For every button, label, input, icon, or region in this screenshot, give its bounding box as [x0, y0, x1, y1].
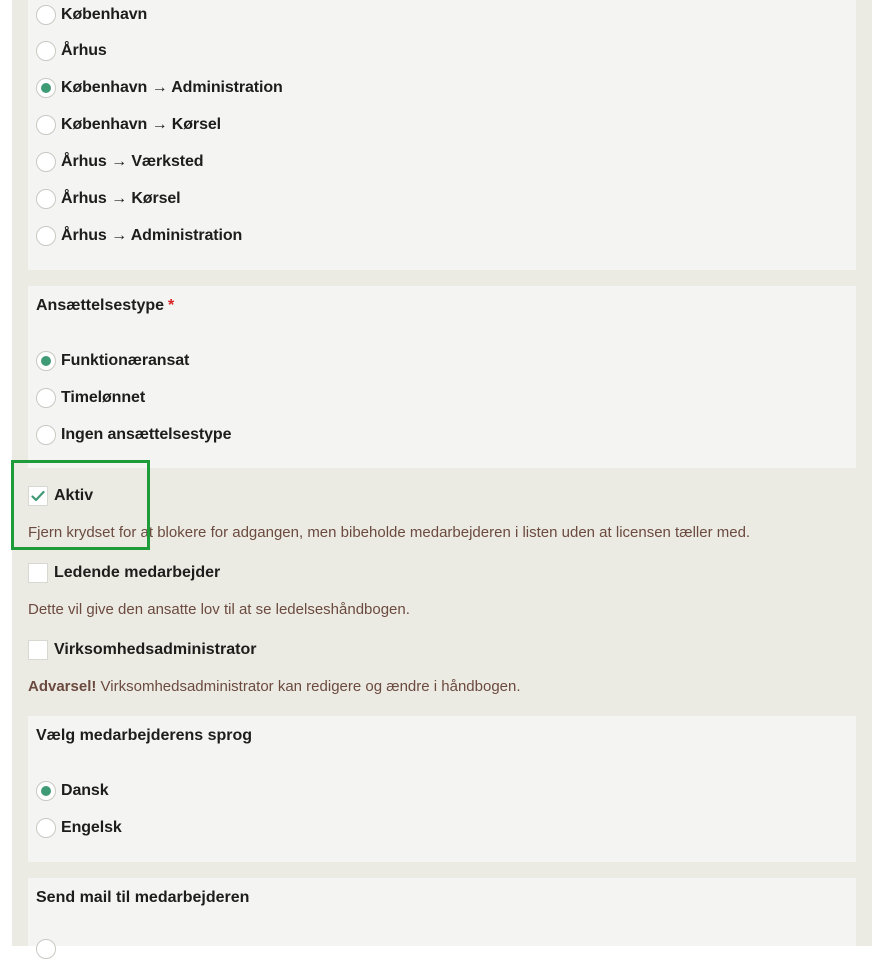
radio-button[interactable]	[36, 115, 56, 135]
admin-checkbox[interactable]	[28, 640, 48, 660]
leader-checkbox[interactable]	[28, 563, 48, 583]
radio-button[interactable]	[36, 425, 56, 445]
required-marker: *	[168, 297, 175, 314]
admin-checkbox-row[interactable]: Virksomhedsadministrator	[28, 639, 256, 661]
leader-help-text: Dette vil give den ansatte lov til at se ledelseshåndbogen.	[28, 601, 410, 618]
radio-send-mail-0[interactable]	[36, 937, 61, 961]
radio-button[interactable]	[36, 41, 56, 61]
radio-employment-0[interactable]: Funktionæransat	[36, 349, 189, 373]
radio-button[interactable]	[36, 152, 56, 172]
radio-location-2[interactable]: København → Administration	[36, 76, 283, 100]
radio-location-6[interactable]: Århus → Administration	[36, 224, 242, 248]
radio-selected-dot	[41, 356, 51, 366]
radio-location-1[interactable]: Århus	[36, 39, 107, 63]
warning-label: Advarsel!	[28, 678, 97, 695]
radio-button[interactable]	[36, 939, 56, 959]
language-title: Vælg medarbejderens sprog	[36, 727, 253, 744]
send-mail-title: Send mail til medarbejderen	[36, 889, 250, 906]
radio-button[interactable]	[36, 78, 56, 98]
radio-location-4[interactable]: Århus → Værksted	[36, 150, 203, 174]
leader-checkbox-row[interactable]: Ledende medarbejder	[28, 562, 220, 584]
radio-button[interactable]	[36, 351, 56, 371]
radio-employment-1[interactable]: Timelønnet	[36, 386, 145, 410]
radio-button[interactable]	[36, 189, 56, 209]
radio-language-1[interactable]: Engelsk	[36, 816, 122, 840]
warning-text: Virksomhedsadministrator kan redigere og ændre i håndbogen.	[96, 678, 521, 695]
checkmark-icon	[31, 490, 45, 502]
active-checkbox-row[interactable]: Aktiv	[28, 485, 93, 507]
radio-button[interactable]	[36, 5, 56, 25]
radio-employment-2[interactable]: Ingen ansættelsestype	[36, 423, 231, 447]
admin-warning-text	[28, 678, 521, 695]
radio-location-0[interactable]: København	[36, 3, 147, 27]
radio-location-5[interactable]: Århus → Kørsel	[36, 187, 181, 211]
radio-location-3[interactable]: København → Kørsel	[36, 113, 221, 137]
radio-button[interactable]	[36, 226, 56, 246]
active-help-text: Fjern krydset for at blokere for adgangen, men bibeholde medarbejderen i listen uden at licensen tæller med.	[28, 524, 751, 541]
radio-button[interactable]	[36, 781, 56, 801]
radio-button[interactable]	[36, 818, 56, 838]
radio-selected-dot	[41, 83, 51, 93]
employment-type-label: Ansættelsestype	[36, 297, 165, 314]
active-checkbox[interactable]	[28, 486, 48, 506]
radio-selected-dot	[41, 786, 51, 796]
employment-type-title	[36, 297, 174, 315]
radio-language-0[interactable]: Dansk	[36, 779, 109, 803]
radio-button[interactable]	[36, 388, 56, 408]
